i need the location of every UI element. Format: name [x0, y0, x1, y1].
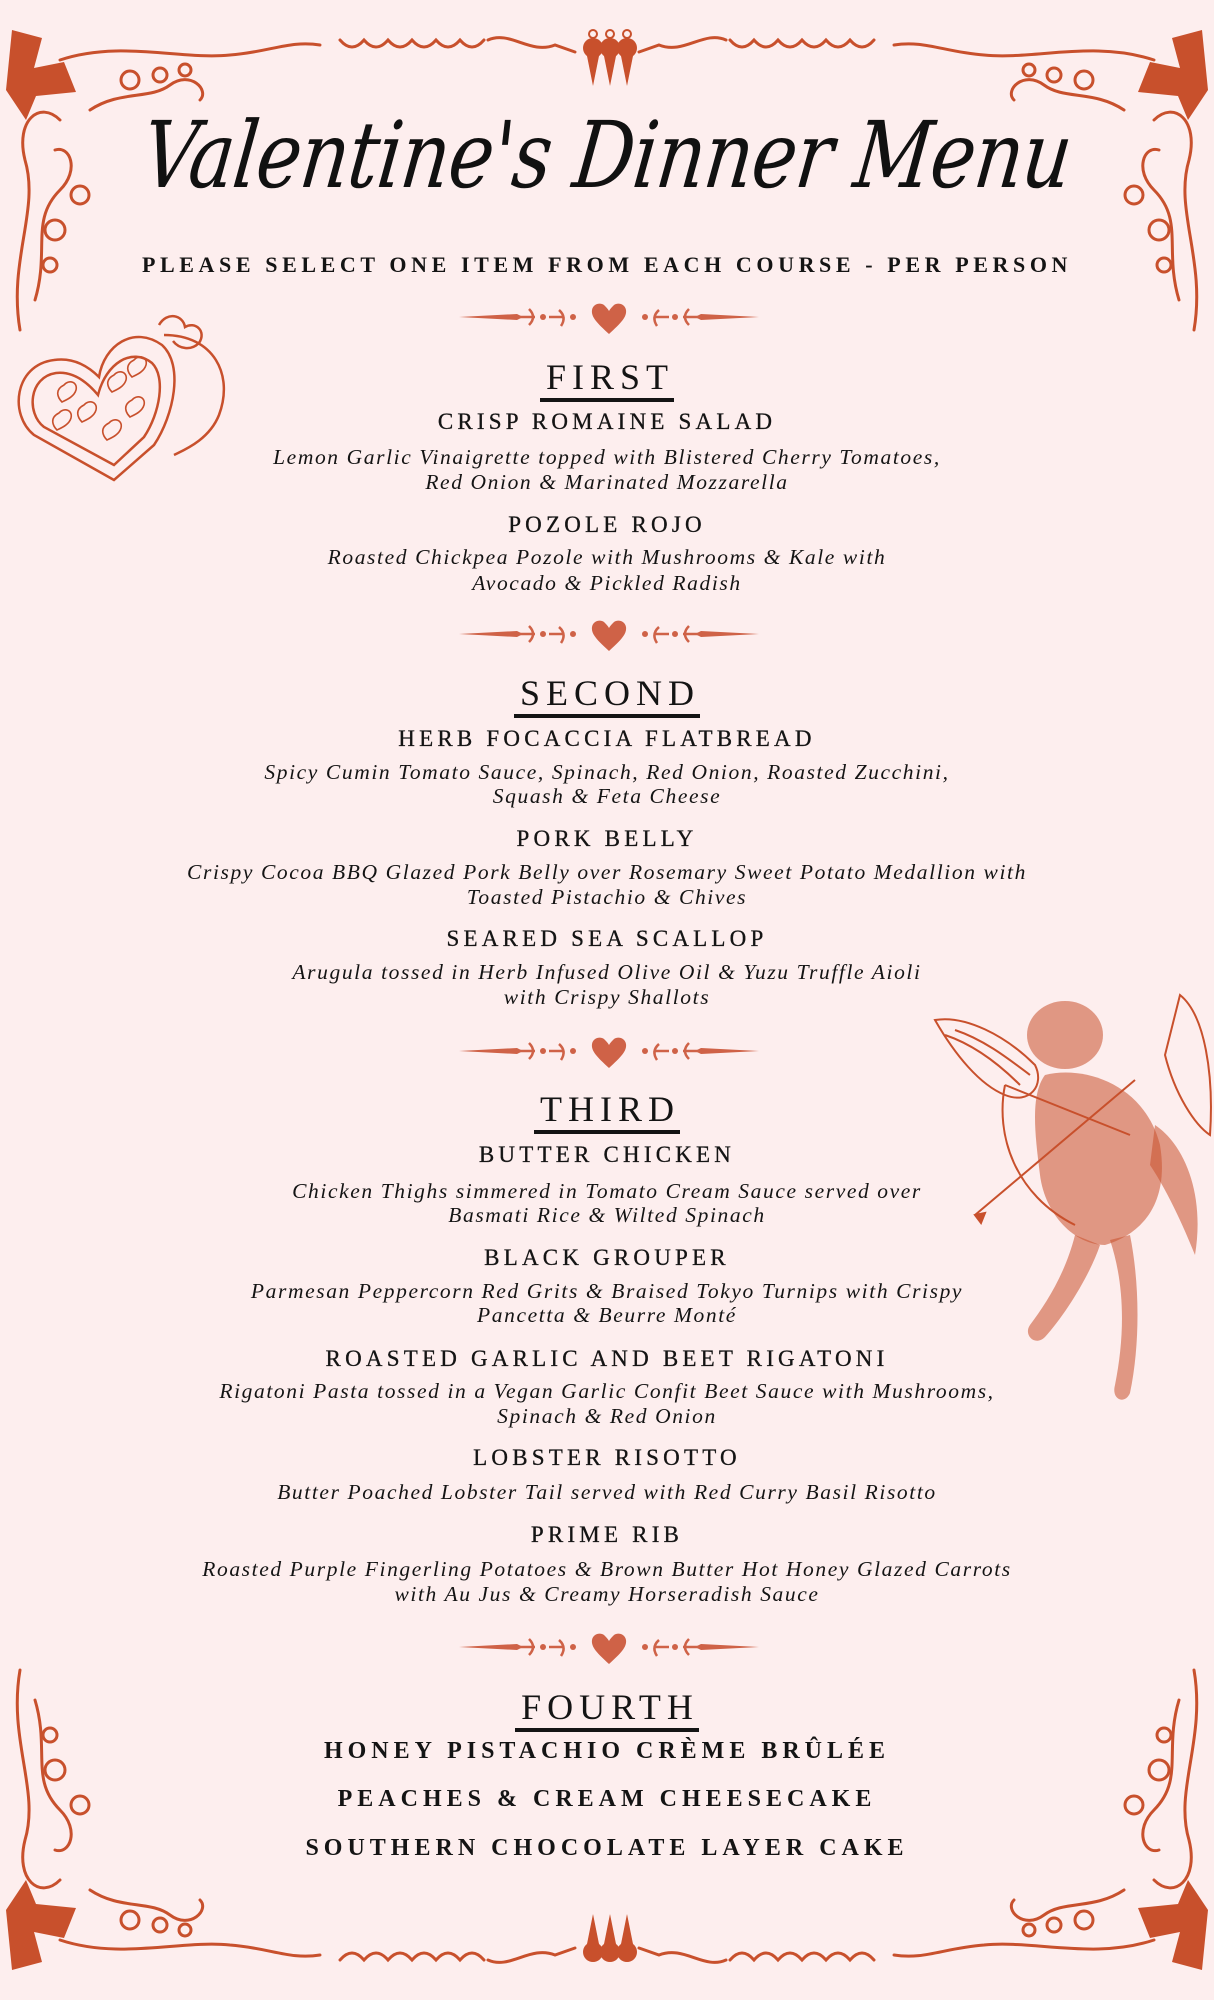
course-heading: FOURTH: [0, 1689, 1214, 1732]
menu-title: Valentine's Dinner Menu: [137, 102, 1078, 209]
heart-divider-icon: [457, 618, 761, 652]
menu-item-description: Arugula tossed in Herb Infused Olive Oil & Yuzu Truffle Aioli: [292, 960, 922, 984]
menu-item-name: POZOLE ROJO: [508, 512, 706, 537]
heart-divider-icon: [457, 1035, 761, 1069]
menu-item-description: Chicken Thighs simmered in Tomato Cream Sauce served over: [292, 1179, 922, 1203]
course-heading: SECOND: [0, 675, 1214, 718]
menu-subtitle: PLEASE SELECT ONE ITEM FROM EACH COURSE - PER PERSON: [141, 252, 1073, 277]
menu-item-description: Crispy Cocoa BBQ Glazed Pork Belly over Rosemary Sweet Potato Medallion with: [187, 860, 1027, 884]
dessert-item-name: SOUTHERN CHOCOLATE LAYER CAKE: [305, 1835, 909, 1861]
menu-item-name: HERB FOCACCIA FLATBREAD: [398, 726, 816, 751]
menu-item-description: Pancetta & Beurre Monté: [477, 1303, 737, 1327]
menu-item-name: ROASTED GARLIC AND BEET RIGATONI: [325, 1346, 889, 1371]
menu-item-description: Rigatoni Pasta tossed in a Vegan Garlic Confit Beet Sauce with Mushrooms,: [219, 1379, 995, 1403]
course-heading: FIRST: [0, 359, 1214, 402]
menu-item-description: Toasted Pistachio & Chives: [466, 885, 748, 909]
menu-item-name: BLACK GROUPER: [484, 1245, 730, 1270]
menu-item-description: Parmesan Peppercorn Red Grits & Braised Tokyo Turnips with Crispy: [250, 1279, 964, 1303]
menu-item-name: PORK BELLY: [516, 826, 698, 851]
menu-item-description: Avocado & Pickled Radish: [472, 571, 742, 595]
menu-item-description: with Crispy Shallots: [503, 985, 711, 1009]
menu-item-name: SEARED SEA SCALLOP: [446, 926, 768, 951]
menu-item-name: LOBSTER RISOTTO: [473, 1445, 741, 1470]
heart-divider-icon: [457, 301, 761, 335]
course-heading: THIRD: [0, 1091, 1214, 1134]
menu-item-description: Squash & Feta Cheese: [492, 784, 722, 808]
dessert-item-name: HONEY PISTACHIO CRÈME BRÛLÉE: [323, 1738, 891, 1764]
menu-item-description: Red Onion & Marinated Mozzarella: [425, 470, 789, 494]
menu-item-name: PRIME RIB: [530, 1522, 684, 1547]
menu-item-description: with Au Jus & Creamy Horseradish Sauce: [394, 1582, 820, 1606]
menu-item-name: BUTTER CHICKEN: [478, 1142, 736, 1167]
menu-item-description: Butter Poached Lobster Tail served with Red Curry Basil Risotto: [277, 1480, 937, 1504]
dessert-item-name: PEACHES & CREAM CHEESECAKE: [337, 1786, 877, 1812]
menu-item-description: Roasted Purple Fingerling Potatoes & Brown Butter Hot Honey Glazed Carrots: [202, 1557, 1012, 1581]
menu-item-name: CRISP ROMAINE SALAD: [437, 409, 777, 434]
menu-item-description: Lemon Garlic Vinaigrette topped with Blistered Cherry Tomatoes,: [273, 445, 941, 469]
menu-item-description: Basmati Rice & Wilted Spinach: [448, 1203, 766, 1227]
menu-item-description: Roasted Chickpea Pozole with Mushrooms & Kale with: [327, 545, 887, 569]
heart-divider-icon: [457, 1631, 761, 1665]
menu-item-description: Spinach & Red Onion: [497, 1404, 717, 1428]
menu-item-description: Spicy Cumin Tomato Sauce, Spinach, Red Onion, Roasted Zucchini,: [264, 760, 950, 784]
